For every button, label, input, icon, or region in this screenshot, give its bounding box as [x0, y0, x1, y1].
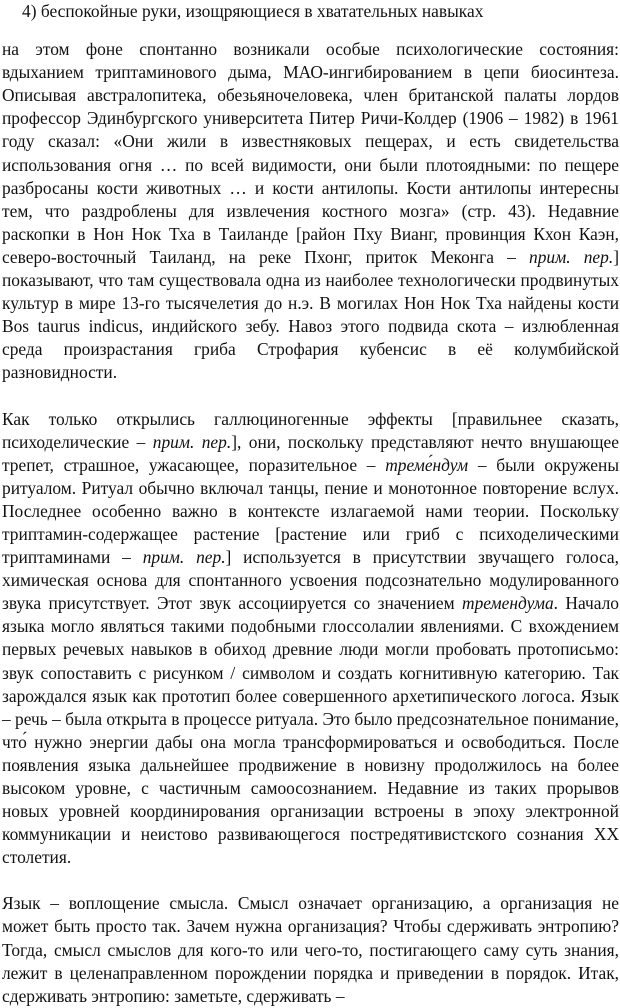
document-page	[2, 0, 619, 1008]
paragraph-2-text: ], они, поскольку представляют нечто внушающее трепет, страшное, ужасающее, поразительное –	[2, 431, 619, 475]
list-item-4: 4) беспокойные руки, изощряющиеся в хватательных навыках	[22, 1, 484, 21]
paragraph-3	[2, 892, 619, 1007]
paragraph-2-note: прим. пер.	[152, 431, 232, 452]
paragraph-gap	[2, 385, 619, 408]
paragraph-2	[2, 408, 619, 870]
paragraph-2-text: . Начало языка могло являться такими подобными глоссолалии явлениями. С вхождением первых речевых навыков в обиход древние люди могли пробовать протописьмо: звук сопоставить с рисунком / символом и создать когнитивную категорию. Так зарождался язык как прототип более совершенного архетипического логоса. Язык – речь – была открыта в процессе ритуала. Это было предсознательное понимание, что́ нужно энергии дабы она могла трансформироваться и освободиться. После появления языка дальнейшее продвижение в новизну продолжилось на более высоком уровне, с частичным самоосознанием. Недавние из таких прорывов новых уровней координирования организации встроены в эпоху электронной коммуникации и неистово развивающегося постредятивистского сознания XX столетия.	[2, 593, 619, 868]
paragraph-2-term: тремендума	[462, 593, 554, 614]
paragraph-gap	[2, 869, 619, 892]
paragraph-2-text: Как только открылись галлюциногенные эффекты [правильнее сказать, психоделические –	[2, 408, 619, 452]
paragraph-1-text: ] показывают, что там существовала одна из наиболее технологически продвинутых культур в мире 13-го тысячелетия до н.э. В могилах Нон Нок Тха найдены кости Bos taurus indicus, индийского зебу. Навоз этого подвида скота – излюбленная среда произрастания гриба Строфария кубенсис в её колумбийской разновидности.	[2, 246, 619, 383]
paragraph-3-text: Язык – воплощение смысла. Смысл означает организацию, а организация не может быть просто так. Зачем нужна организация? Чтобы сдерживать энтропию? Тогда, смысл смыслов для кого-то или чего-то, постигающего саму суть знания, лежит в целенаправленном порождении порядка и приведении в порядок. Итак, сдерживать энтропию: заметьте, сдерживать –	[2, 893, 619, 1006]
paragraph-2-text: ] используется в присутствии звучащего голоса, химическая основа для спонтанного усвоения подсознательно модулированного звука присутствует. Этот звук ассоциируется со значением	[2, 547, 619, 614]
paragraph-2-term: треме́ндум	[385, 454, 469, 475]
paragraph-1-note: прим. пер.	[529, 246, 614, 267]
paragraph-2-note: прим. пер.	[142, 547, 226, 568]
paragraph-1-text: на этом фоне спонтанно возникали особые психологические состояния: вдыханием триптаминового дыма, МАО-ингибированием в цепи биосинтеза. Описывая австралопитека, обезьяночеловека, член британской палаты лордов профессор Эдинбургского университета Питер Ричи-Колдер (1906 – 1982) в 1961 году сказал: «Они жили в известняковых пещерах, и есть свидетельства использования огня … по всей видимости, они были плотоядными: по пещере разбросаны кости животных … и кости антилопы. Кости антилопы интересны тем, что раздроблены для извлечения костного мозга» (стр. 43). Недавние раскопки в Нон Нок Тха в Таиланде [район Пху Вианг, провинция Кхон Каэн, северо-восточный Таиланд, на реке Пхонг, приток Меконга –	[2, 39, 619, 267]
paragraph-1	[2, 38, 619, 384]
paragraph-2-text: – были окружены ритуалом. Ритуал обычно включал танцы, пение и монотонное повторение вслух. Последнее особенно важно в контексте излагаемой нами теории. Поскольку триптамин-содержащее растение [растение или гриб с психоделическими триптаминами –	[2, 454, 620, 568]
